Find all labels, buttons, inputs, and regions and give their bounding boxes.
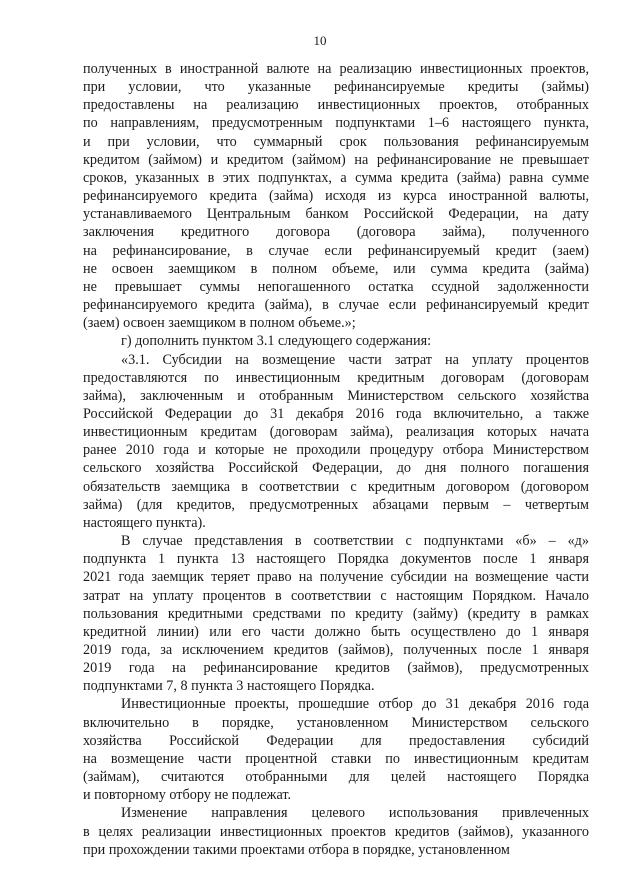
text-line: предоставлены на реализацию инвестиционных проектов, отобранных (83, 97, 589, 114)
text-line: Российской Федерации до 31 декабря 2016 года включительно, а также (83, 405, 589, 422)
text-line: инвестиционным кредитам (договорам займа), реализация которых начата (83, 424, 589, 441)
text-line: 2019 года, за исключением кредитов (займов), полученных после 1 января (83, 642, 589, 658)
text-line: Изменение направления целевого использования привлеченных (121, 805, 589, 822)
text-line: на рефинансирование, в случае если рефинансируемый кредит (заем) (83, 242, 589, 259)
paragraph-p3 (83, 351, 589, 533)
text-line: и повторному отбору не подлежат. (83, 787, 292, 804)
paragraph-p4 (83, 532, 589, 695)
text-line: 2021 года заемщик теряет право на получение субсидии на возмещение части (83, 569, 589, 586)
paragraph-p1 (83, 60, 589, 332)
text-line: займа) (для кредитов, предусмотренных абзацами первым – четвертым (83, 496, 589, 513)
text-line: Инвестиционные проекты, прошедшие отбор до 31 декабря 2016 года (121, 696, 589, 713)
paragraph-p5 (83, 695, 589, 804)
text-line: займа), заключенным и отобранным Министерством сельского хозяйства (83, 387, 589, 404)
text-line: сельского хозяйства Российской Федерации, до дня полного погашения (83, 460, 589, 477)
text-line: кредитом (займом) и кредитом (займом) на рефинансирование не превышает (83, 151, 589, 168)
text-line: рефинансируемого кредита (займа) исходя из курса иностранной валюты, (83, 188, 589, 205)
text-line: сроков, указанных в этих подпунктах, а сумма кредита (займа) равна сумме (83, 169, 589, 186)
page-number: 10 (313, 33, 327, 48)
paragraph-p2 (83, 332, 589, 350)
text-line: при прохождении такими проектами отбора в порядке, установленном (83, 841, 510, 858)
text-line: В случае представления в соответствии с подпунктами «б» – «д» (121, 533, 589, 550)
text-line: обязательств заемщика в соответствии с кредитным договором (договором (83, 478, 589, 495)
text-line: 2019 года на рефинансирование кредитов (займов), предусмотренных (83, 660, 589, 677)
document-body (83, 60, 589, 859)
text-line: предоставляются по инвестиционным кредитным договорам (договорам (83, 369, 589, 386)
text-line: кредитной линии) или его части должно быть осуществлено до 1 января (83, 623, 589, 640)
text-line: г) дополнить пунктом 3.1 следующего содержания: (121, 333, 432, 350)
text-line: по направлениям, предусмотренным подпунктами 1–6 настоящего пункта, (83, 115, 589, 132)
paragraph-p6 (83, 804, 589, 858)
text-line: (займам), считаются отобранными для целей настоящего Порядка (83, 769, 589, 786)
text-line: и при условии, что суммарный срок пользования рефинансируемым (83, 133, 589, 150)
text-line: (заем) освоен заемщиком в полном объеме.»; (83, 315, 356, 332)
text-line: подпункта 1 пункта 13 настоящего Порядка документов после 1 января (83, 551, 589, 568)
text-line: устанавливаемого Центральным банком Российской Федерации, на дату (83, 206, 589, 223)
text-line: не превышает суммы непогашенного остатка ссудной задолженности (83, 278, 589, 295)
text-line: заключения кредитного договора (договора займа), полученного (83, 224, 589, 241)
text-line: подпунктами 7, 8 пункта 3 настоящего Порядка. (83, 678, 375, 695)
text-line: на возмещение части процентной ставки по инвестиционным кредитам (83, 750, 589, 767)
text-line: включительно в порядке, установленном Министерством сельского (83, 714, 589, 731)
text-line: не освоен заемщиком в полном объеме, или сумма кредита (займа) (83, 260, 589, 277)
text-line: пользования кредитными средствами по кредиту (займу) (кредиту в рамках (83, 605, 589, 622)
text-line: рефинансируемого кредита (займа), в случае если рефинансируемый кредит (83, 297, 589, 314)
text-line: ранее 2010 года и которые не проходили процедуру отбора Министерством (83, 442, 589, 459)
text-line: полученных в иностранной валюте на реализацию инвестиционных проектов, (83, 61, 589, 77)
text-line: хозяйства Российской Федерации для предоставления субсидий (83, 732, 589, 749)
text-line: при условии, что указанные рефинансируемые кредиты (займы) (83, 79, 589, 96)
text-line: затрат на уплату процентов в соответствии с настоящим Порядком. Начало (83, 587, 589, 604)
text-line: в целях реализации инвестиционных проектов кредитов (займов), указанного (83, 823, 589, 840)
text-line: настоящего пункта). (83, 514, 206, 531)
text-line: «3.1. Субсидии на возмещение части затрат на уплату процентов (121, 351, 589, 368)
